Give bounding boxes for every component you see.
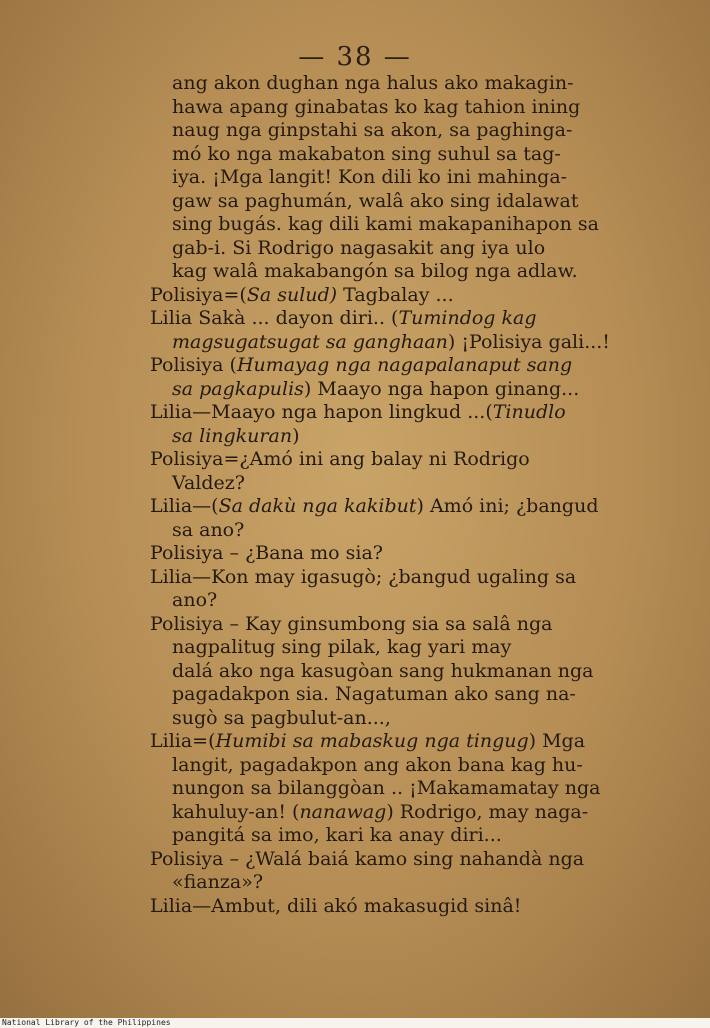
stage-direction: magsugatsugat sa ganghaan: [172, 330, 448, 353]
text-line: [150, 801, 650, 825]
dialogue-text: Tagbalay ...: [337, 283, 454, 306]
text-line: [150, 143, 650, 167]
dialogue-text: ) Mga: [528, 730, 586, 752]
dialogue-text: Polisiya (: [150, 354, 237, 376]
text-line: [150, 260, 650, 284]
dialogue-text: kag walâ makabangón sa bilog nga adlaw.: [172, 260, 578, 282]
library-credit: National Library of the Philippines: [0, 1018, 710, 1028]
text-line: [150, 613, 650, 637]
text-line: [150, 754, 650, 778]
dialogue-text: pagadakpon sia. Nagatuman ako sang na-: [172, 683, 576, 705]
stage-direction: Tinudlo: [492, 401, 566, 423]
text-line: [150, 190, 650, 214]
dialogue-text: sing bugás. kag dili kami makapanihapon sa: [172, 213, 599, 235]
stage-direction: Sa sulud): [246, 283, 338, 306]
text-line: [150, 166, 650, 190]
dialogue-text: langit, pagadakpon ang akon bana kag hu-: [172, 753, 583, 776]
dialogue-text: ) Maayo nga hapon ginang...: [303, 377, 580, 400]
dialogue-text: gaw sa paghumán, walâ ako sing idalawat: [172, 189, 579, 212]
text-line: [150, 119, 650, 143]
stage-direction: Humibi sa mabaskug nga tingug: [215, 730, 529, 752]
dialogue-text: pangitá sa imo, kari ka anay diri...: [172, 824, 502, 846]
text-line: [150, 566, 650, 590]
stage-direction: sa pagkapulis: [172, 377, 304, 400]
stage-direction: Humayag nga nagapalanaput sang: [236, 354, 573, 376]
text-line: [150, 895, 650, 919]
text-line: [150, 448, 650, 472]
text-line: [150, 354, 650, 378]
dialogue-text: Valdez?: [172, 471, 245, 494]
text-line: [150, 72, 650, 96]
dialogue-text: Lilia—(: [150, 495, 219, 517]
dialogue-text: Polisiya=¿Amó ini ang balay ni Rodrigo: [150, 448, 530, 470]
text-line: [150, 213, 650, 237]
dialogue-text: Polisiya – Kay ginsumbong sia sa salâ nga: [150, 612, 553, 635]
stage-direction: Tumindog kag: [398, 307, 537, 329]
text-line: [150, 871, 650, 895]
text-line: [150, 848, 650, 872]
dialogue-text: ) Rodrigo, may naga-: [386, 800, 589, 823]
stage-direction: nanawag: [299, 800, 387, 823]
dialogue-text: iya. ¡Mga langit! Kon dili ko ini mahinga-: [172, 166, 568, 188]
stage-direction: sa lingkuran: [172, 424, 293, 447]
text-line: [150, 307, 650, 331]
text-line: [150, 96, 650, 120]
text-line: [150, 777, 650, 801]
text-line: [150, 824, 650, 848]
text-line: [150, 378, 650, 402]
text-line: [150, 542, 650, 566]
dialogue-text: nagpalitug sing pilak, kag yari may: [172, 636, 512, 658]
text-line: [150, 495, 650, 519]
dialogue-text: ) ¡Polisiya gali...!: [447, 330, 610, 353]
dialogue-text: Lilia=(: [150, 730, 216, 752]
text-line: [150, 683, 650, 707]
text-line: [150, 472, 650, 496]
dialogue-text: gab-i. Si Rodrigo nagasakit ang iya ulo: [172, 236, 546, 259]
text-line: [150, 589, 650, 613]
dialogue-text: ang akon dughan nga halus ako makagin-: [172, 72, 574, 94]
stage-direction: Sa dakù nga kakibut: [218, 495, 417, 517]
dialogue-text: mó ko nga makabaton sing suhul sa tag-: [172, 142, 561, 165]
text-line: [150, 519, 650, 543]
text-line: [150, 284, 650, 308]
dialogue-text: Polisiya – ¿Walá baiá kamo sing nahandà nga: [150, 847, 585, 870]
text-line: [150, 730, 650, 754]
dialogue-text: Polisiya=(: [150, 283, 247, 306]
dialogue-text: naug nga ginpstahi sa akon, sa paghinga-: [172, 119, 573, 141]
dialogue-text: ano?: [172, 589, 218, 611]
dialogue-text: ) Amó ini; ¿bangud: [416, 495, 599, 517]
text-line: [150, 237, 650, 261]
text-line: [150, 401, 650, 425]
dialogue-text: sugò sa pagbulut-an...,: [172, 706, 391, 729]
page-number: — 38 —: [298, 42, 412, 72]
text-line: [150, 660, 650, 684]
dialogue-text: ): [292, 424, 300, 447]
dialogue-text: nungon sa bilanggòan .. ¡Makamamatay nga: [172, 777, 601, 799]
text-line: [150, 636, 650, 660]
dialogue-text: kahuluy-an! (: [172, 800, 300, 823]
text-line: [150, 425, 650, 449]
page-text: [150, 72, 650, 918]
text-line: [150, 331, 650, 355]
dialogue-text: «fianza»?: [172, 871, 264, 893]
dialogue-text: dalá ako nga kasugòan sang hukmanan nga: [172, 659, 594, 682]
dialogue-text: Lilia Sakà ... dayon diri.. (: [150, 307, 399, 329]
dialogue-text: hawa apang ginabatas ko kag tahion ining: [172, 95, 581, 118]
dialogue-text: Lilia—Maayo nga hapon lingkud ...(: [150, 401, 493, 423]
dialogue-text: Lilia—Kon may igasugò; ¿bangud ugaling sa: [150, 565, 577, 588]
dialogue-text: Lilia—Ambut, dili akó makasugid sinâ!: [150, 894, 522, 917]
text-line: [150, 707, 650, 731]
dialogue-text: Polisiya – ¿Bana mo sia?: [150, 542, 383, 564]
dialogue-text: sa ano?: [172, 518, 245, 541]
